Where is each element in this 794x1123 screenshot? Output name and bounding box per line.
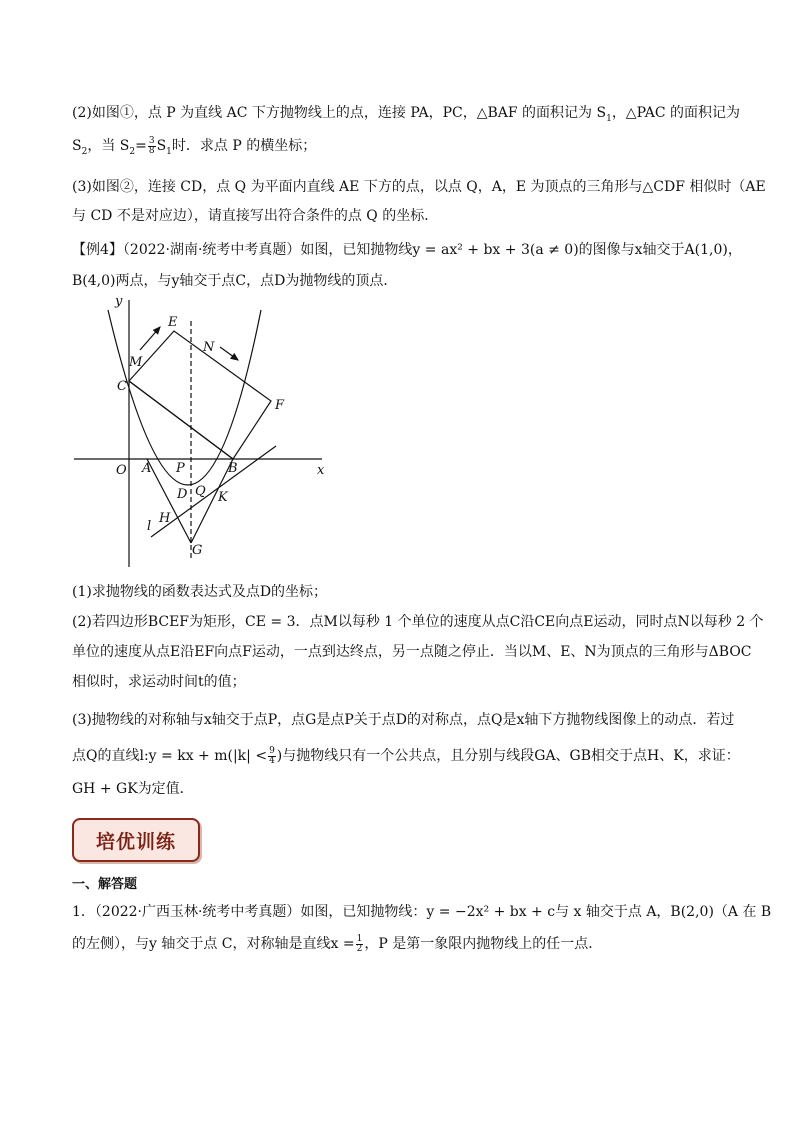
p1-frac-den: 2 bbox=[356, 943, 363, 954]
example-4-part-3-line-1: (3)抛物线的对称轴与x轴交于点P，点G是点P关于点D的对称点，点Q是x轴下方抛物线图像上的动点．若过 bbox=[72, 712, 735, 728]
arrow-n bbox=[220, 347, 238, 360]
q2-text-b: ，△PAC 的面积记为 bbox=[611, 105, 740, 121]
problem-1-line-1: 1．（2022·广西玉林·统考中考真题）如图，已知抛物线：y = −2x² + bx + c与 x 轴交于点 A，B(2,0)（A 在 B bbox=[72, 904, 772, 920]
label-a: A bbox=[142, 461, 152, 476]
q2-text-g: 时．求点 P 的横坐标； bbox=[171, 138, 317, 154]
q2-text-e: = bbox=[135, 138, 147, 154]
example-4-line-1: 【例4】（2022·湖南·统考中考真题）如图，已知抛物线y = ax² + bx + 3(a ≠ 0)的图像与x轴交于A(1,0)， bbox=[72, 242, 742, 258]
label-b: B bbox=[228, 461, 238, 476]
parabola-figure bbox=[60, 292, 340, 572]
example-4-part-2-line-3: 相似时，求运动时间t的值； bbox=[72, 674, 246, 690]
training-badge: 培优训练 bbox=[72, 818, 200, 862]
question-3-line-2: 与 CD 不是对应边），请直接写出符合条件的点 Q 的坐标． bbox=[72, 208, 439, 224]
p3b-text-1: 点Q的直线l:y = kx + m(|k| < bbox=[72, 748, 268, 764]
label-g: G bbox=[192, 543, 203, 558]
q2-frac-den: 8 bbox=[148, 145, 155, 156]
p1-text-a: 的左侧），与y 轴交于点 C，对称轴是直线x = bbox=[72, 936, 355, 952]
label-m: M bbox=[129, 355, 143, 370]
label-n: N bbox=[203, 340, 215, 355]
question-3-line-1: (3)如图②，连接 CD，点 Q 为平面内直线 AE 下方的点，以点 Q，A，E 为顶点的三角形与△CDF 相似时（AE bbox=[72, 179, 766, 195]
label-x: x bbox=[317, 463, 325, 478]
q2-text-f: S bbox=[156, 138, 167, 154]
p1-fraction bbox=[356, 935, 364, 954]
q2-sub-c: 2 bbox=[81, 146, 88, 157]
example-4-part-2-line-1: (2)若四边形BCEF为矩形，CE = 3．点M以每秒 1 个单位的速度从点C沿CE向点E运动，同时点N以每秒 2 个 bbox=[72, 614, 764, 630]
problem-1-line-2 bbox=[72, 934, 732, 954]
arrow-m bbox=[140, 327, 160, 350]
label-e: E bbox=[168, 315, 178, 330]
label-h: H bbox=[159, 511, 171, 526]
rectangle-bcef bbox=[129, 331, 271, 459]
label-l: l bbox=[147, 519, 152, 534]
q2-sub-a: 1 bbox=[606, 113, 612, 124]
example-4-part-3-line-2 bbox=[72, 745, 740, 766]
question-2-line-2 bbox=[72, 136, 732, 162]
p3b-frac-num: 9 bbox=[269, 745, 275, 756]
label-f: F bbox=[275, 398, 285, 413]
q2-text-c: S bbox=[72, 138, 82, 154]
label-p: P bbox=[176, 461, 185, 476]
p3b-fraction bbox=[268, 747, 276, 766]
q2-frac-num: 3 bbox=[148, 135, 155, 146]
q2-sub-f: 1 bbox=[166, 146, 172, 157]
label-d: D bbox=[177, 487, 188, 502]
p1-text-b: ，P 是第一象限内抛物线上的任一点． bbox=[364, 936, 603, 952]
example-4-part-1: (1)求抛物线的函数表达式及点D的坐标； bbox=[72, 584, 328, 600]
segment-cb bbox=[129, 381, 233, 459]
label-q: Q bbox=[195, 484, 206, 499]
p1-frac-num: 1 bbox=[356, 933, 363, 944]
p3b-frac-den: 4 bbox=[269, 755, 275, 766]
q2-fraction bbox=[148, 137, 156, 156]
example-4-part-2-line-2: 单位的速度从点E沿EF向点F运动，一点到达终点，另一点随之停止．当以M、E、N为顶点的三角形与ΔBOC bbox=[72, 644, 752, 660]
example-4-part-3-line-3: GH + GK为定值． bbox=[72, 781, 194, 797]
label-y: y bbox=[115, 294, 123, 309]
example-4-line-2: B(4,0)两点，与y轴交于点C，点D为抛物线的顶点． bbox=[72, 273, 398, 289]
p3b-text-2: )与抛物线只有一个公共点，且分别与线段GA、GB相交于点H、K，求证： bbox=[276, 748, 740, 764]
label-o: O bbox=[116, 463, 127, 478]
q2-text-a: (2)如图①，点 P 为直线 AC 下方抛物线上的点，连接 PA，PC，△BAF 的面积记为 S bbox=[72, 105, 607, 121]
q2-sub-d: 2 bbox=[129, 146, 136, 157]
label-c: C bbox=[117, 379, 127, 394]
label-k: K bbox=[218, 490, 228, 505]
section-heading: 一、解答题 bbox=[72, 877, 138, 892]
q2-text-d: ，当 S bbox=[87, 138, 130, 154]
question-2-line-1 bbox=[72, 103, 740, 129]
